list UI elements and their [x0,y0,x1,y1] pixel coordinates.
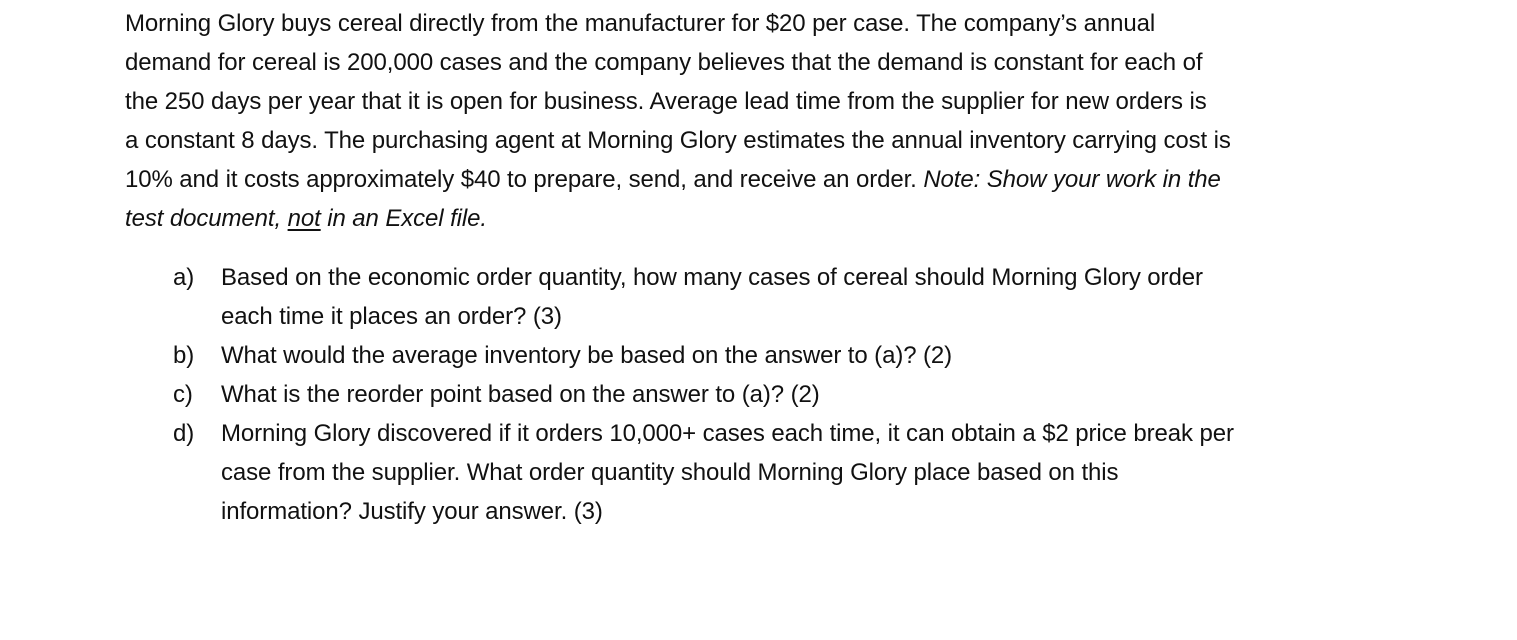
question-line: What is the reorder point based on the answer to (a)? (2) [221,381,820,408]
question-marker: b) [173,342,195,369]
question-line: Based on the economic order quantity, how many cases of cereal should Morning Glory order [221,264,1203,291]
intro-line: Morning Glory buys cereal directly from the manufacturer for $20 per case. The company’s annual [125,10,1156,37]
question-item-c [173,375,1373,414]
question-line: What would the average inventory be based on the answer to (a)? (2) [221,342,953,369]
note-part-2: test document, [125,205,288,232]
question-list [173,258,1373,531]
question-line: case from the supplier. What order quantity should Morning Glory place based on this [221,459,1119,486]
intro-line: 10% and it costs approximately $40 to prepare, send, and receive an order. [125,166,924,193]
question-item-b [173,336,1373,375]
intro-line: a constant 8 days. The purchasing agent at Morning Glory estimates the annual inventory carrying cost is [125,127,1231,154]
question-text [221,375,1373,414]
question-marker: c) [173,381,193,408]
note-part-3: in an Excel file. [320,205,487,232]
question-line: Morning Glory discovered if it orders 10,000+ cases each time, it can obtain a $2 price break per [221,420,1234,447]
question-text [221,414,1373,531]
question-line: each time it places an order? (3) [221,303,562,330]
intro-line: the 250 days per year that it is open for business. Average lead time from the supplier for new orders is [125,88,1207,115]
question-item-a [173,258,1373,336]
question-text [221,336,1373,375]
note-underlined-word: not [287,205,321,232]
question-marker: d) [173,420,195,447]
question-item-d [173,414,1373,531]
intro-line: demand for cereal is 200,000 cases and the company believes that the demand is constant for each of [125,49,1203,76]
question-line: information? Justify your answer. (3) [221,498,603,525]
question-marker: a) [173,264,195,291]
note-part-1: Note: Show your work in the [923,166,1221,193]
question-text [221,258,1373,336]
document-page [125,4,1395,238]
problem-statement [125,4,1395,238]
